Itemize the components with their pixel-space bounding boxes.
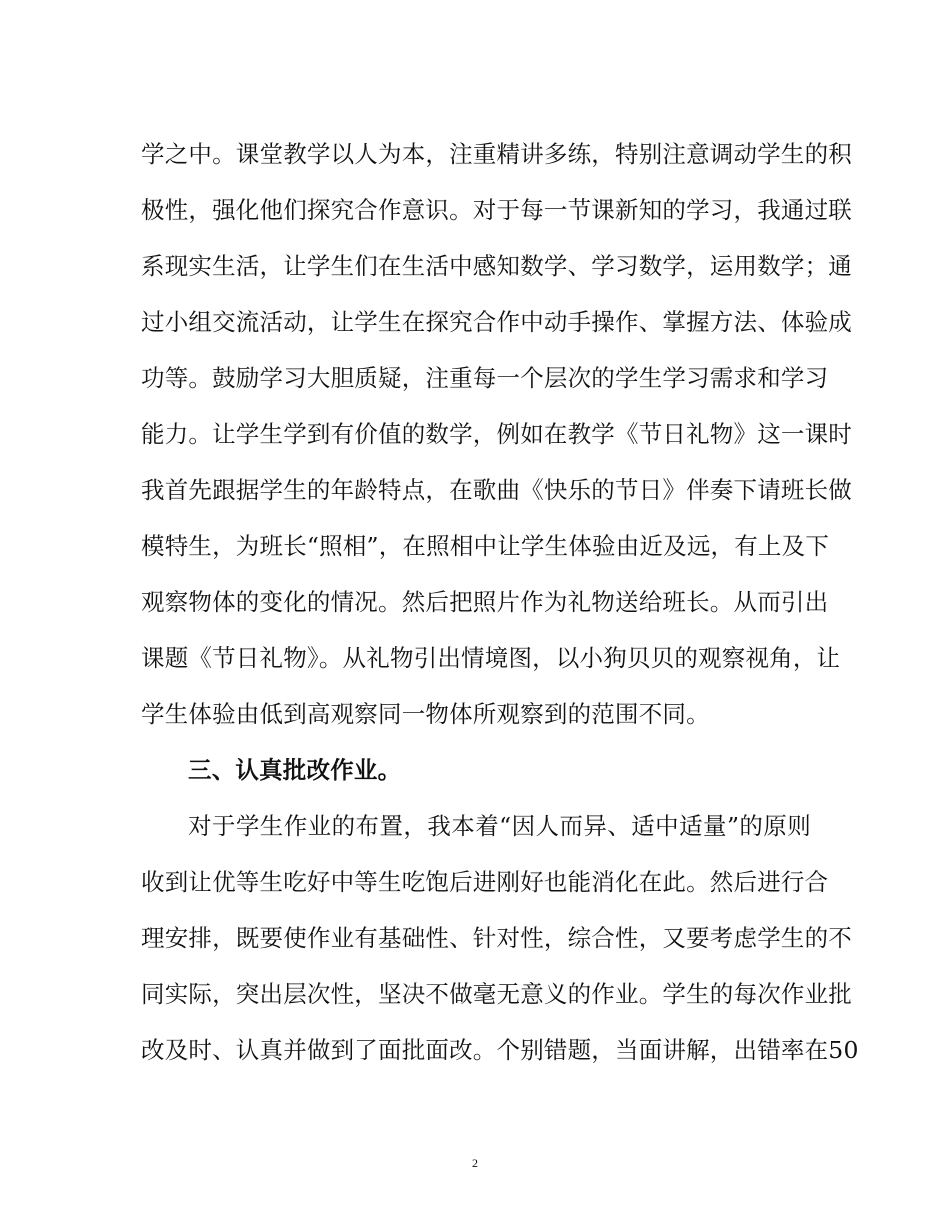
paragraph-line: 观察物体的变化的情况。然后把照片作为礼物送给班长。从而引出: [141, 588, 829, 616]
paragraph-line: 同实际，突出层次性，坚决不做毫无意义的作业。学生的每次作业批: [141, 980, 852, 1008]
document-body: [141, 126, 859, 1078]
page-number: 2: [472, 1156, 478, 1170]
paragraph-line: 我首先跟据学生的年龄特点，在歌曲《快乐的节日》伴奏下请班长做: [141, 476, 852, 504]
paragraph-line: 收到让优等生吃好中等生吃饱后进刚好也能消化在此。然后进行合: [141, 868, 829, 896]
section-heading: 三、认真批改作业。: [188, 756, 402, 784]
paragraph-line: 改及时、认真并做到了面批面改。个别错题，当面讲解，出错率在50: [141, 1036, 859, 1064]
paragraph-line: 学生体验由低到高观察同一物体所观察到的范围不同。: [141, 700, 710, 728]
paragraph-line: 极性，强化他们探究合作意识。对于每一节课新知的学习，我通过联: [141, 196, 852, 224]
paragraph-line: 理安排，既要使作业有基础性、针对性，综合性，又要考虑学生的不: [141, 924, 852, 952]
paragraph-line: 过小组交流活动，让学生在探究合作中动手操作、掌握方法、体验成: [141, 308, 852, 336]
paragraph-line: 对于学生作业的布置，我本着“因人而异、适中适量”的原则: [188, 812, 811, 840]
paragraph-line: 模特生，为班长“照相”，在照相中让学生体验由近及远，有上及下: [141, 532, 830, 560]
paragraph-line: 系现实生活，让学生们在生活中感知数学、学习数学，运用数学；通: [141, 252, 852, 280]
paragraph-line: 功等。鼓励学习大胆质疑，注重每一个层次的学生学习需求和学习: [141, 364, 829, 392]
paragraph-line: 学之中。课堂教学以人为本，注重精讲多练，特别注意调动学生的积: [141, 140, 852, 168]
paragraph-line: 能力。让学生学到有价值的数学，例如在教学《节日礼物》这一课时: [141, 420, 852, 448]
paragraph-line: 课题《节日礼物》。从礼物引出情境图，以小狗贝贝的观察视角，让: [141, 644, 841, 672]
